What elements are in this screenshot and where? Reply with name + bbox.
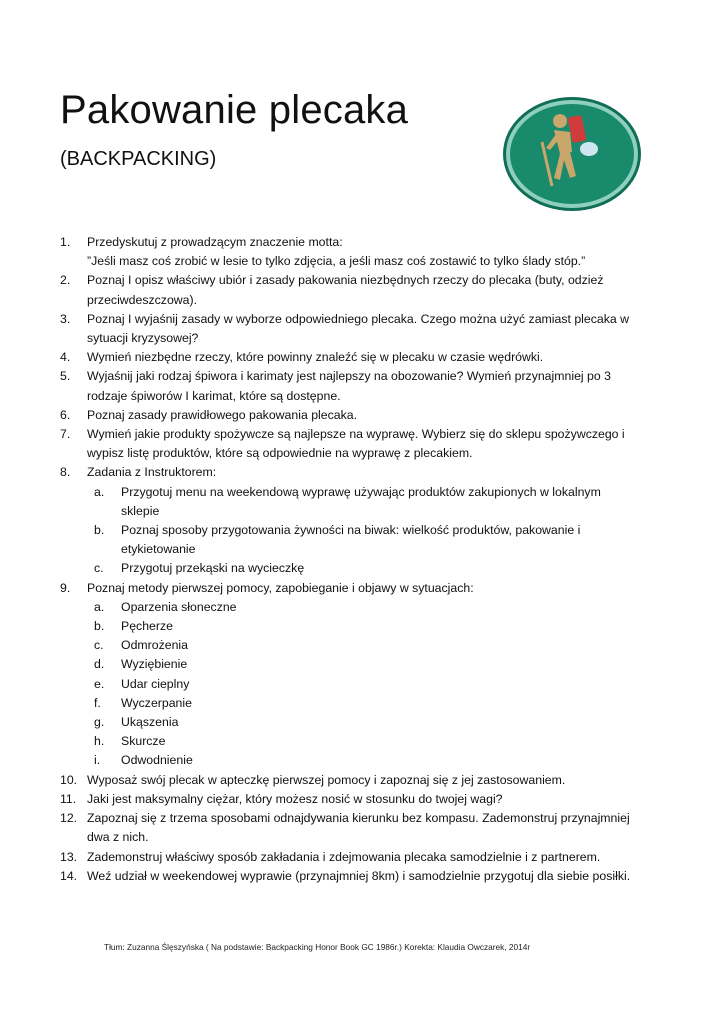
text-line: Poznaj zasady prawidłowego pakowania plecaka. xyxy=(87,407,358,422)
sub-item-letter: g. xyxy=(94,715,105,730)
sub-item xyxy=(87,636,660,655)
text-line: sytuacji kryzysowej? xyxy=(87,331,199,346)
task-item xyxy=(60,406,660,425)
task-item xyxy=(60,809,660,847)
task-number: 12. xyxy=(60,811,78,826)
task-item xyxy=(60,790,660,809)
task-number: 7. xyxy=(60,427,71,442)
sub-item-letter: b. xyxy=(94,523,105,538)
sub-item-letter: c. xyxy=(94,638,104,653)
sub-item-letter: h. xyxy=(94,734,105,749)
task-number: 13. xyxy=(60,849,78,864)
task-number: 9. xyxy=(60,580,71,595)
sub-item xyxy=(87,655,660,674)
text-line: Zadania z Instruktorem: xyxy=(87,465,217,480)
text-line: Wymień niezbędne rzeczy, które powinny znaleźć się w plecaku w czasie wędrówki. xyxy=(87,350,544,365)
sub-item xyxy=(87,617,660,636)
task-list xyxy=(60,233,660,886)
sub-list xyxy=(87,483,660,579)
sub-item-letter: c. xyxy=(94,561,104,576)
task-number: 11. xyxy=(60,791,77,806)
sub-item-letter: a. xyxy=(94,484,105,499)
text-line: Wyjaśnij jaki rodzaj śpiwora i karimaty jest najlepszy na obozowanie? Wymień przynajmniej po 3 xyxy=(87,369,611,384)
task-number: 6. xyxy=(60,407,71,422)
text-line: sklepie xyxy=(121,503,160,518)
text-line: Pęcherze xyxy=(121,619,173,634)
text-line: Przygotuj przekąski na wycieczkę xyxy=(121,561,305,576)
backpacker-badge-icon xyxy=(500,94,644,214)
task-item xyxy=(60,233,660,271)
text-line: Poznaj metody pierwszej pomocy, zapobieganie i objawy w sytuacjach: xyxy=(87,580,474,595)
text-line: Przedyskutuj z prowadzącym znaczenie motta: xyxy=(87,235,343,249)
task-item xyxy=(60,425,660,463)
task-item xyxy=(60,771,660,790)
text-line: dwa z nich. xyxy=(87,830,149,845)
task-number: 10. xyxy=(60,772,78,787)
text-line: Przygotuj menu na weekendową wyprawę używając produktów zakupionych w lokalnym xyxy=(121,484,601,499)
text-line: Poznaj sposoby przygotowania żywności na biwak: wielkość produktów, pakowanie i xyxy=(121,523,581,538)
text-line: Poznaj I wyjaśnij zasady w wyborze odpowiedniego plecaka. Czego można użyć zamiast plecaka w xyxy=(87,311,630,326)
task-number: 4. xyxy=(60,350,71,365)
task-number: 3. xyxy=(60,311,71,326)
task-item xyxy=(60,367,660,405)
sub-item-letter: e. xyxy=(94,676,105,691)
page-title: Pakowanie plecaka xyxy=(60,88,409,132)
sub-item xyxy=(87,675,660,694)
task-item xyxy=(60,271,660,309)
footer-credits: Tłum: Zuzanna Ślęszyńska ( Na podstawie: Backpacking Honor Book GC 1986r.) Korekta: Klaudia Owczarek, 2014r xyxy=(104,942,531,952)
task-number: 5. xyxy=(60,369,71,384)
sub-item-letter: f. xyxy=(94,695,101,710)
text-line: Skurcze xyxy=(121,734,166,749)
text-line: Zapoznaj się z trzema sposobami odnajdywania kierunku bez kompasu. Zademonstruj przynajmniej xyxy=(87,811,630,826)
sub-item-letter: b. xyxy=(94,619,105,634)
text-line: rodzaje śpiworów I karimat, które są dostępne. xyxy=(87,388,341,403)
text-line: Wyczerpanie xyxy=(121,695,192,710)
text-line: Wyposaż swój plecak w apteczkę pierwszej pomocy i zapoznaj się z jej zastosowaniem. xyxy=(87,772,566,787)
text-line: Jaki jest maksymalny ciężar, który możesz nosić w stosunku do twojej wagi? xyxy=(87,791,503,806)
page-subtitle: (BACKPACKING) xyxy=(60,148,217,170)
text-line: Ukąszenia xyxy=(121,715,179,730)
sub-list xyxy=(87,598,660,771)
sub-item-letter: a. xyxy=(94,599,105,614)
sub-item-letter: d. xyxy=(94,657,105,672)
task-item xyxy=(60,867,660,886)
text-line: Poznaj I opisz właściwy ubiór i zasady pakowania niezbędnych rzeczy do plecaka (buty, odzież xyxy=(87,273,604,288)
task-item xyxy=(60,579,660,771)
task-number: 8. xyxy=(60,465,71,480)
sub-item xyxy=(87,751,660,770)
sub-item xyxy=(87,713,660,732)
text-line: wypisz listę produktów, które są odpowiednie na wyprawę z plecakiem. xyxy=(87,446,473,461)
task-item xyxy=(60,463,660,578)
text-line: Zademonstruj właściwy sposób zakładania i zdejmowania plecaka samodzielnie i z partnerem. xyxy=(87,849,601,864)
text-line: Wyziębienie xyxy=(121,657,188,672)
sub-item xyxy=(87,521,660,559)
text-line: Odwodnienie xyxy=(121,753,193,768)
text-line: Oparzenia słoneczne xyxy=(121,599,237,614)
task-number: 1. xyxy=(60,235,71,249)
sub-item xyxy=(87,559,660,578)
text-line: ”Jeśli masz coś zrobić w lesie to tylko zdjęcia, a jeśli masz coś zostawić to tylko ślady stóp.” xyxy=(87,254,586,269)
task-number: 2. xyxy=(60,273,71,288)
task-item xyxy=(60,310,660,348)
task-item xyxy=(60,848,660,867)
text-line: etykietowanie xyxy=(121,542,196,557)
text-line: przeciwdeszczowa). xyxy=(87,292,198,307)
task-item xyxy=(60,348,660,367)
sub-item xyxy=(87,694,660,713)
text-line: Odmrożenia xyxy=(121,638,188,653)
sub-item xyxy=(87,732,660,751)
task-number: 14. xyxy=(60,868,78,883)
sub-item xyxy=(87,598,660,617)
sub-item-letter: i. xyxy=(94,753,101,768)
sub-item xyxy=(87,483,660,521)
text-line: Wymień jakie produkty spożywcze są najlepsze na wyprawę. Wybierz się do sklepu spożywczego i xyxy=(87,427,625,442)
text-line: Udar cieplny xyxy=(121,676,190,691)
text-line: Weź udział w weekendowej wyprawie (przynajmniej 8km) i samodzielnie przygotuj dla siebie posiłki. xyxy=(87,868,631,883)
